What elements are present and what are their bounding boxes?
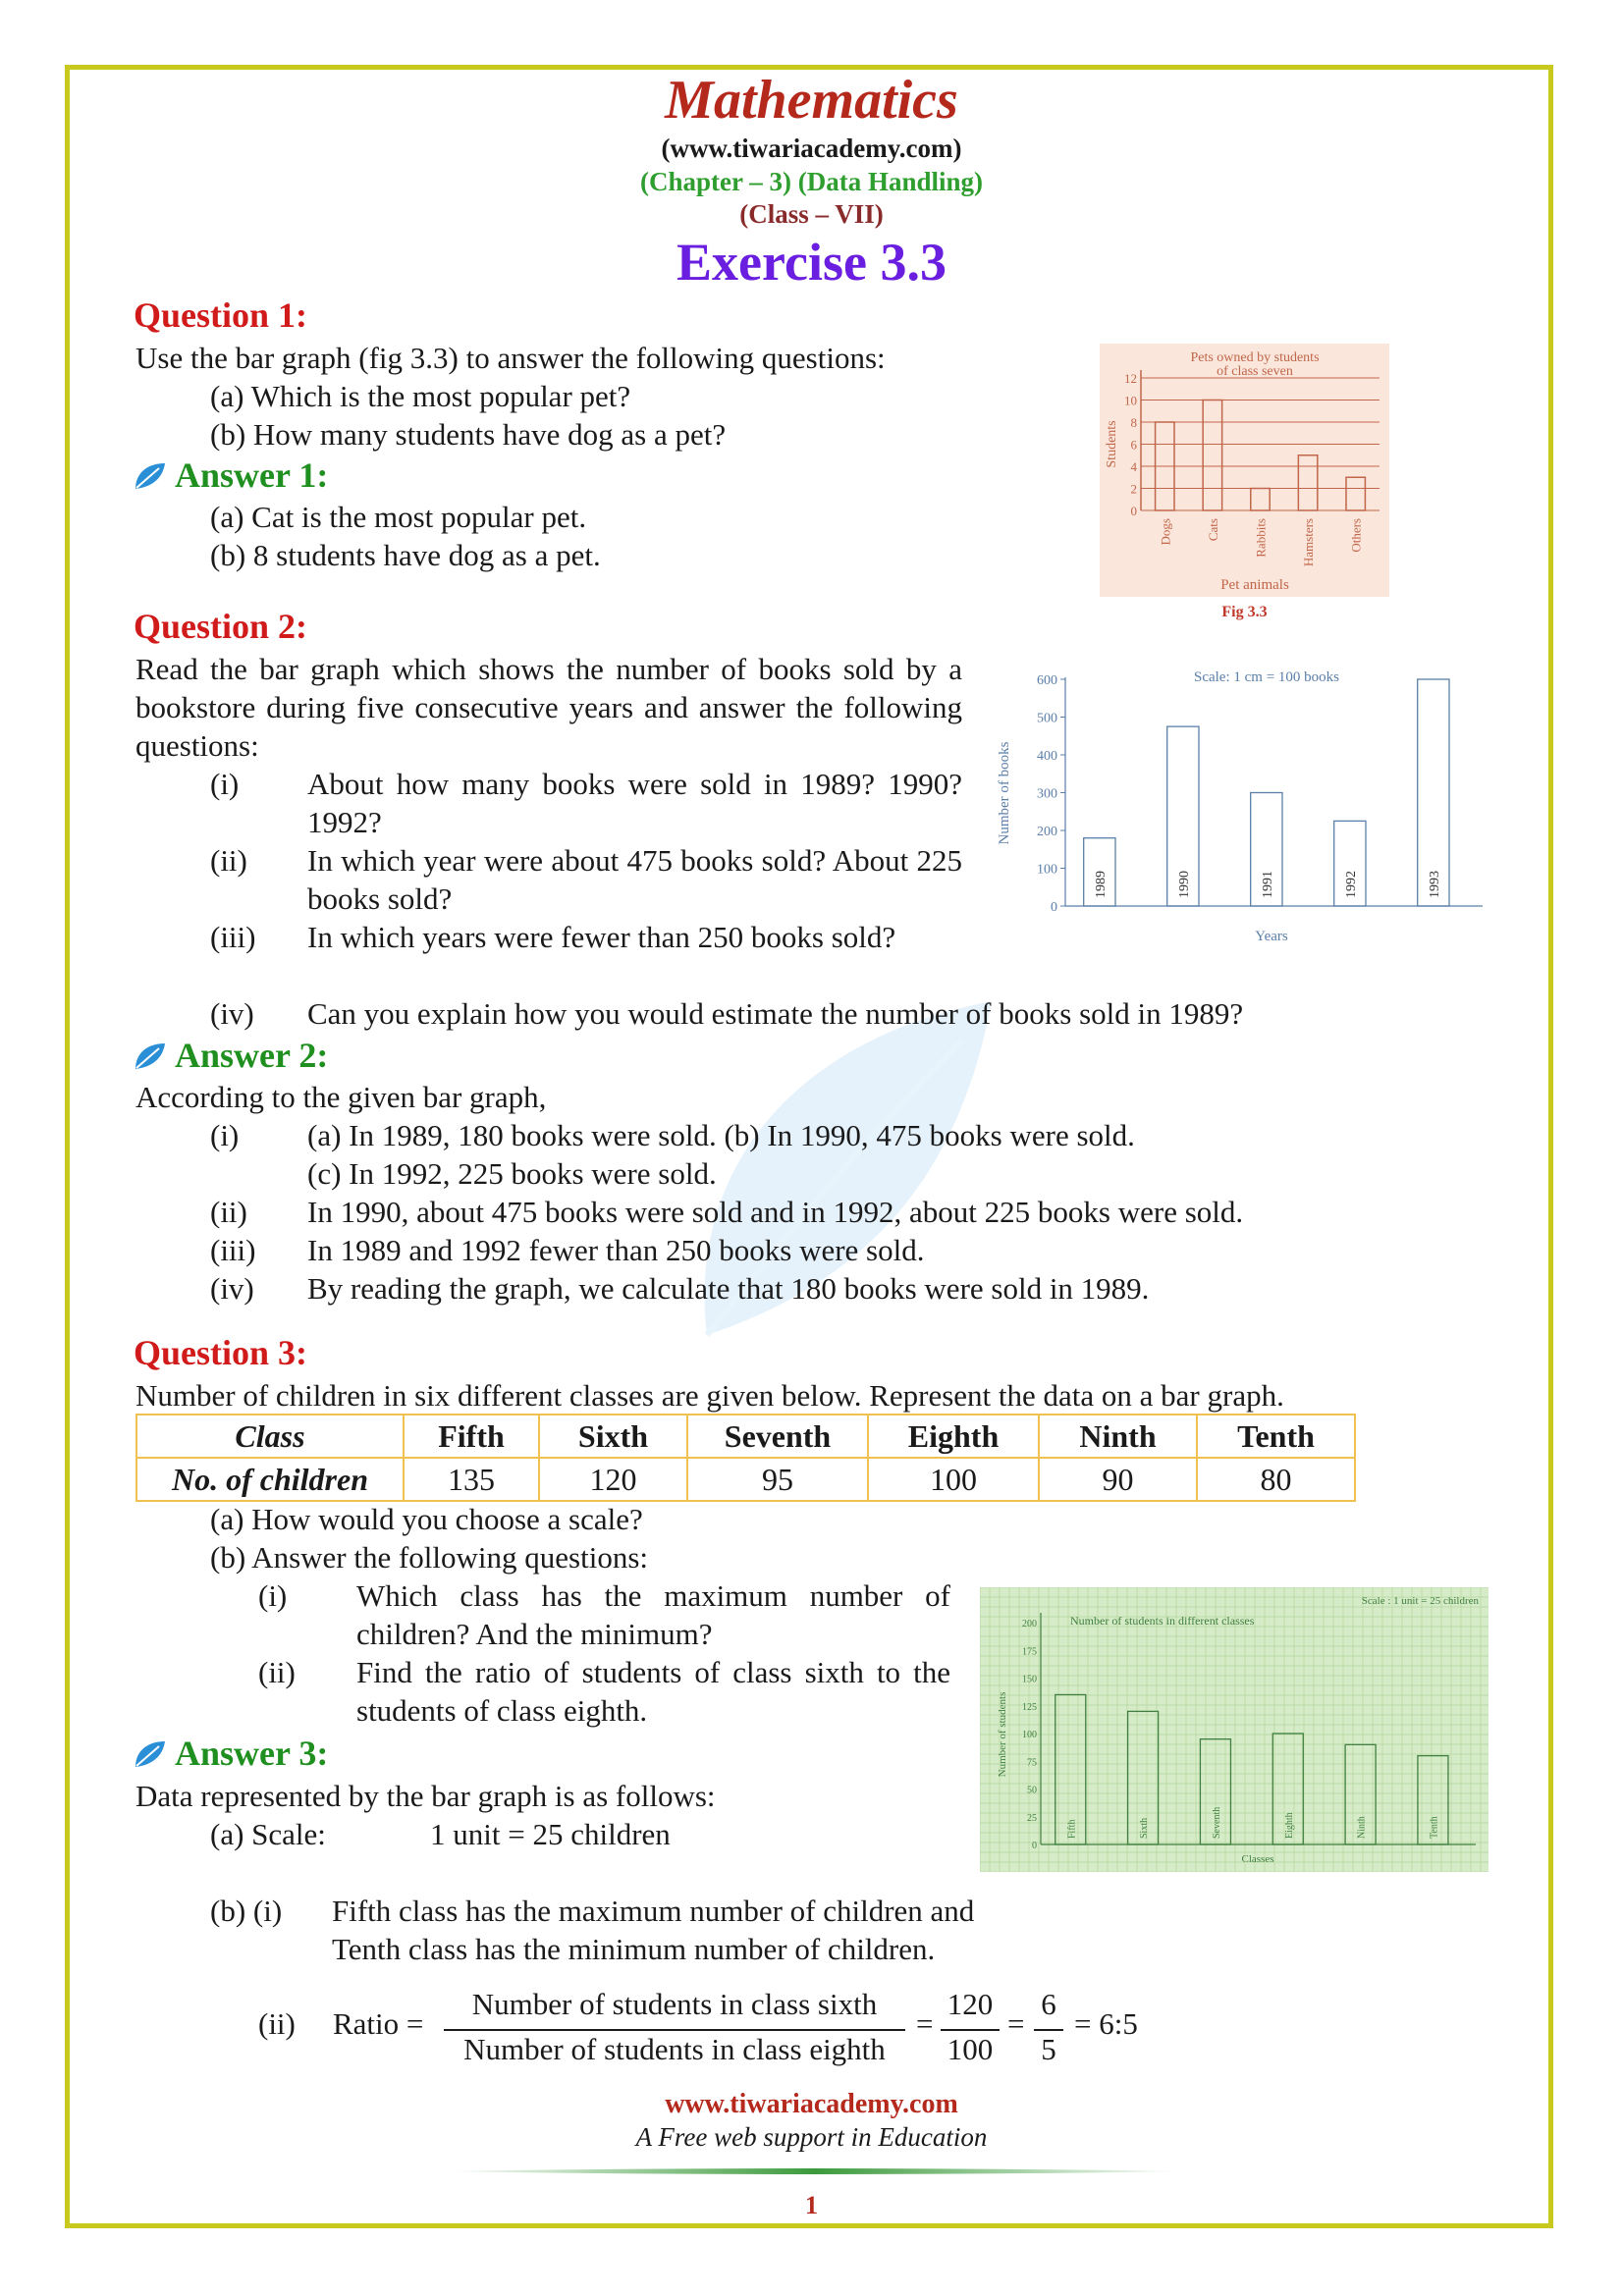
table-cell: 120	[539, 1458, 687, 1501]
y-tick-label: 2	[1130, 481, 1137, 497]
chart-title: of class seven	[1217, 364, 1293, 379]
question-1-part-a: (a) Which is the most popular pet?	[210, 379, 631, 413]
question-3-part-b: (b) Answer the following questions:	[210, 1540, 649, 1575]
answer-3-bi-line2: Tenth class has the minimum number of children.	[332, 1932, 936, 1966]
answer-3-heading	[134, 1733, 328, 1774]
table-cell: 90	[1039, 1458, 1197, 1501]
bar-class-label: Seventh	[1211, 1806, 1222, 1839]
header-class: (Class – VII)	[739, 199, 884, 229]
watermark-leaf-icon	[668, 982, 1001, 1374]
table-row	[136, 1415, 1355, 1458]
question-1-part-b: (b) How many students have dog as a pet?	[210, 417, 727, 452]
answer-3-title: Answer 3:	[175, 1734, 329, 1773]
y-tick-label: 8	[1130, 415, 1137, 430]
answer-3-bi-num: (b) (i)	[210, 1894, 283, 1928]
tiwari-leaf-icon	[134, 461, 167, 491]
fraction-2-denominator: 5	[1041, 2032, 1056, 2066]
question-1-text: Use the bar graph (fig 3.3) to answer the following questions:	[135, 341, 886, 375]
equals-sign: =	[916, 2006, 934, 2041]
y-tick-label: 200	[1022, 1619, 1037, 1629]
y-tick-label: 0	[1051, 900, 1057, 915]
answer-3-scale-value: 1 unit = 25 children	[430, 1817, 671, 1851]
y-tick-label: 200	[1037, 825, 1057, 839]
answer-2-intro: According to the given bar graph,	[135, 1080, 547, 1114]
answer-1-heading	[134, 454, 328, 496]
chart-title: Pets owned by students	[1190, 350, 1320, 365]
answer-3-scale-label: (a) Scale:	[210, 1817, 326, 1851]
y-tick-label: 300	[1037, 786, 1057, 802]
page-number: 1	[805, 2191, 818, 2219]
ratio-fraction-bar	[444, 2029, 905, 2031]
question-2-item-text: About how many books were sold in 1989? 1990? 1992?	[307, 767, 962, 839]
classes-bar-chart	[980, 1587, 1488, 1872]
fraction-2-bar	[1034, 2029, 1063, 2031]
x-tick-label: Cats	[1205, 518, 1220, 542]
bar-class-label: Fifth	[1066, 1819, 1078, 1839]
bar-class-label: Eighth	[1283, 1812, 1295, 1839]
chart-title: Number of students in different classes	[1070, 1614, 1255, 1628]
answer-2-item-num: (iv)	[210, 1271, 254, 1306]
bar-year-label: 1992	[1343, 871, 1359, 898]
answer-2-item-text: (a) In 1989, 180 books were sold. (b) In 1990, 475 books were sold.	[307, 1118, 1135, 1152]
answer-2-item-text: In 1989 and 1992 fewer than 250 books were sold.	[307, 1233, 925, 1267]
bar-year-label: 1991	[1260, 871, 1275, 898]
answer-2-item-num: (ii)	[210, 1195, 247, 1229]
table-row-label: No. of children	[136, 1458, 404, 1501]
question-3-b-i-num: (i)	[258, 1578, 288, 1613]
subject-title: Mathematics	[665, 70, 958, 131]
x-axis-label: Years	[1255, 929, 1288, 944]
table-cell: 100	[868, 1458, 1039, 1501]
books-bar-chart	[992, 656, 1492, 962]
table-cell: Seventh	[687, 1415, 868, 1458]
fraction-2-numerator: 6	[1041, 1987, 1056, 2021]
bar-year-label: 1993	[1427, 871, 1442, 898]
fraction-1-numerator: 120	[947, 1987, 994, 2021]
table-cell: 95	[687, 1458, 868, 1501]
answer-2-item-num: (iii)	[210, 1233, 256, 1267]
table-cell: Tenth	[1197, 1415, 1355, 1458]
pets-bar-chart	[1100, 344, 1389, 597]
question-2-title: Question 2:	[134, 607, 308, 646]
answer-3-bi-line1: Fifth class has the maximum number of children and	[332, 1894, 975, 1928]
question-3-text: Number of children in six different classes are given below. Represent the data on a bar graph.	[135, 1378, 1284, 1413]
x-tick-label: Dogs	[1158, 518, 1173, 546]
answer-2-item-text: (c) In 1992, 225 books were sold.	[307, 1156, 717, 1191]
y-tick-label: 0	[1032, 1841, 1037, 1851]
table-cell: Fifth	[404, 1415, 539, 1458]
y-tick-label: 75	[1027, 1757, 1037, 1769]
x-axis-label: Classes	[1241, 1853, 1274, 1865]
y-tick-label: 175	[1022, 1646, 1037, 1658]
x-axis-label: Pet animals	[1220, 577, 1289, 593]
y-tick-label: 10	[1124, 393, 1137, 408]
footer-site: www.tiwariacademy.com	[665, 2089, 958, 2119]
question-2-item-text: In which year were about 475 books sold? About 225 books sold?	[307, 843, 962, 916]
question-3-b-ii: Find the ratio of students of class sixth to the students of class eighth.	[356, 1655, 950, 1728]
footer-divider	[442, 2165, 1188, 2177]
answer-2-item-text: In 1990, about 475 books were sold and in 1992, about 225 books were sold.	[307, 1195, 1244, 1229]
question-2-item-text: In which years were fewer than 250 books sold?	[307, 920, 896, 954]
bar-class-label: Tenth	[1429, 1816, 1440, 1839]
table-cell: Eighth	[868, 1415, 1039, 1458]
y-tick-label: 12	[1124, 371, 1137, 386]
table-cell: Ninth	[1039, 1415, 1197, 1458]
table-cell: Sixth	[539, 1415, 687, 1458]
question-3-part-a: (a) How would you choose a scale?	[210, 1502, 643, 1536]
answer-2-heading	[134, 1035, 328, 1076]
x-tick-label: Hamsters	[1301, 518, 1317, 567]
y-tick-label: 25	[1027, 1812, 1037, 1824]
bar-year-label: 1990	[1176, 871, 1192, 898]
answer-1-part-b: (b) 8 students have dog as a pet.	[210, 538, 601, 572]
pets-chart-background	[1100, 344, 1389, 597]
y-tick-label: 6	[1130, 437, 1137, 453]
y-tick-label: 125	[1022, 1701, 1037, 1713]
tiwari-leaf-icon	[134, 1739, 167, 1769]
table-row-label: Class	[136, 1415, 404, 1458]
y-tick-label: 100	[1022, 1730, 1037, 1740]
chart-title: Scale: 1 cm = 100 books	[1193, 669, 1340, 685]
answer-1-part-a: (a) Cat is the most popular pet.	[210, 500, 587, 534]
children-data-table	[135, 1414, 1356, 1502]
y-tick-label: 4	[1130, 459, 1137, 474]
ratio-numerator: Number of students in class sixth	[471, 1987, 878, 2021]
y-tick-label: 400	[1037, 749, 1057, 764]
y-axis-label: Number of students	[997, 1691, 1008, 1778]
answer-3-bii-num: (ii)	[258, 2006, 296, 2041]
table-cell: 135	[404, 1458, 539, 1501]
equals-sign: =	[1007, 2006, 1025, 2041]
answer-3-intro: Data represented by the bar graph is as follows:	[135, 1779, 716, 1813]
y-tick-label: 600	[1037, 673, 1057, 688]
answer-2-title: Answer 2:	[175, 1036, 329, 1075]
header-site: (www.tiwariacademy.com)	[661, 133, 962, 163]
header-chapter: (Chapter – 3) (Data Handling)	[639, 167, 983, 196]
ratio-denominator: Number of students in class eighth	[463, 2032, 886, 2066]
answer-2-item-num: (i)	[210, 1118, 240, 1152]
question-1-title: Question 1:	[134, 295, 308, 335]
y-tick-label: 150	[1022, 1674, 1037, 1685]
x-tick-label: Others	[1348, 518, 1364, 553]
table-row	[136, 1458, 1355, 1501]
fraction-1-denominator: 100	[947, 2032, 994, 2066]
table-cell: 80	[1197, 1458, 1355, 1501]
question-2-item-num: (i)	[210, 767, 240, 801]
footer-tagline: A Free web support in Education	[635, 2122, 988, 2152]
question-3-b-i: Which class has the maximum number of children? And the minimum?	[356, 1578, 950, 1651]
answer-1-title: Answer 1:	[175, 455, 329, 495]
chart-scale-note: Scale : 1 unit = 25 children	[1361, 1595, 1479, 1607]
tiwari-leaf-icon	[134, 1041, 167, 1071]
question-2-text: Read the bar graph which shows the number of books sold by a bookstore during five consecutive years and answer the following questions:	[135, 652, 962, 763]
answer-2-item-text: By reading the graph, we calculate that 180 books were sold in 1989.	[307, 1271, 1150, 1306]
y-tick-label: 50	[1027, 1785, 1037, 1796]
y-tick-label: 0	[1130, 504, 1137, 518]
question-2-item-num: (ii)	[210, 843, 247, 878]
x-tick-label: Rabbits	[1253, 518, 1269, 558]
question-2-item-num: (iv)	[210, 996, 254, 1031]
bar-class-label: Ninth	[1356, 1816, 1368, 1839]
question-3-b-ii-num: (ii)	[258, 1655, 296, 1689]
fraction-1-bar	[941, 2029, 1000, 2031]
question-2-item-text: Can you explain how you would estimate the number of books sold in 1989?	[307, 996, 1244, 1031]
exercise-title: Exercise 3.3	[676, 233, 947, 292]
question-3-title: Question 3:	[134, 1333, 308, 1372]
y-tick-label: 100	[1037, 862, 1057, 878]
ratio-result: = 6:5	[1074, 2006, 1138, 2041]
y-axis-label: Number of books	[997, 741, 1012, 845]
y-axis-label: Students	[1105, 420, 1119, 468]
question-2-item-num: (iii)	[210, 920, 256, 954]
y-tick-label: 500	[1037, 711, 1057, 726]
bar-class-label: Sixth	[1139, 1817, 1151, 1839]
pets-chart-caption: Fig 3.3	[1221, 604, 1268, 620]
bar-year-label: 1989	[1093, 871, 1109, 898]
ratio-label: Ratio =	[333, 2006, 424, 2041]
